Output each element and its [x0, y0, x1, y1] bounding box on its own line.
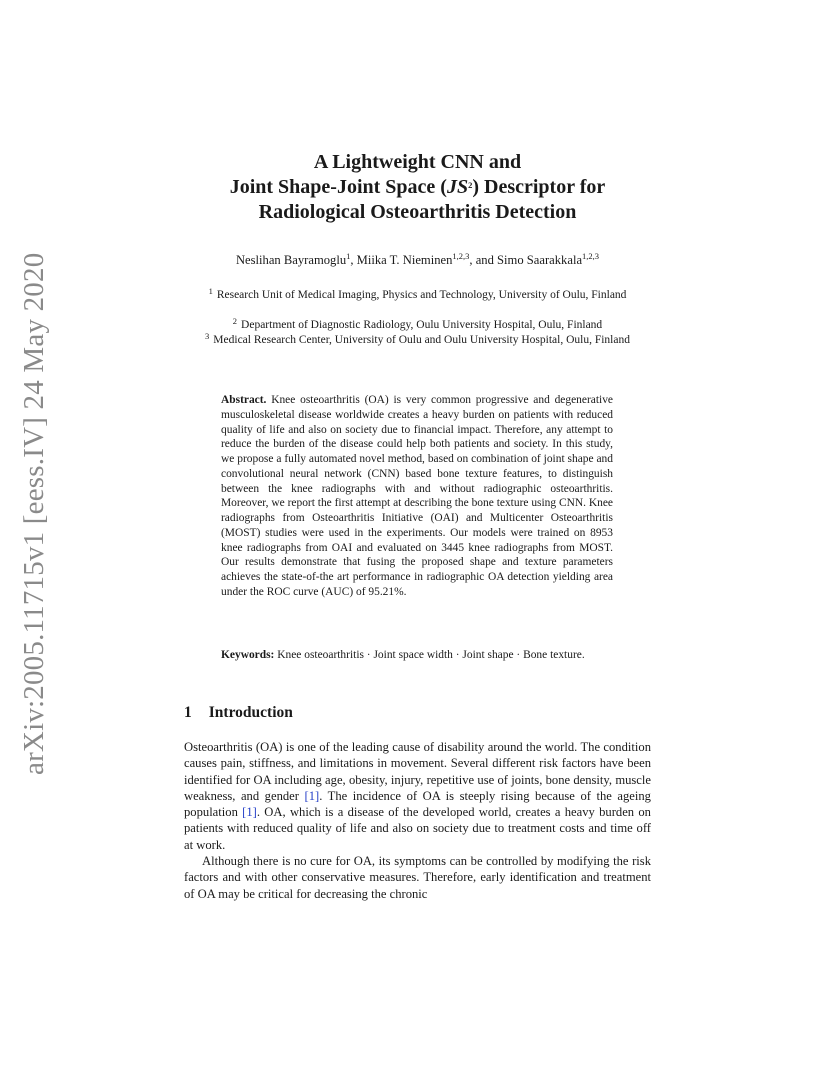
- keywords-text: Knee osteoarthritis · Joint space width · Joint shape · Bone texture.: [277, 649, 585, 661]
- title-line-3: Radiological Osteoarthritis Detection: [258, 201, 577, 223]
- affiliation-3-text: Medical Research Center, University of Oulu and Oulu University Hospital, Oulu, Finland: [213, 334, 630, 346]
- section-number: 1: [184, 704, 192, 721]
- affiliation-1-text: Research Unit of Medical Imaging, Physics and Technology, University of Oulu, Finland: [216, 289, 627, 301]
- author-name: Simo Saarakkala: [497, 253, 583, 267]
- affiliation-2-text: Department of Diagnostic Radiology, Oulu University Hospital, Oulu, Finland: [241, 319, 603, 331]
- paragraph: [184, 739, 651, 853]
- author-affiliation-marker: 1: [346, 251, 351, 261]
- paragraph: [184, 853, 651, 902]
- affiliation-3-number: 3: [205, 331, 210, 341]
- citation-link[interactable]: [1]: [304, 788, 320, 803]
- paragraph-text: . The incidence of OA is steeply rising because of the ageing population: [184, 788, 651, 820]
- citation-link[interactable]: [1]: [242, 805, 257, 820]
- paragraph-text: . OA, which is a disease of the developed world, creates a heavy burden on patients with reduced quality of life and also on society due to treatment costs and time off at work.: [184, 805, 651, 852]
- paragraph-text: Although there is no cure for OA, its symptoms can be controlled by modifying the risk factors and with other conservative measures. Therefore, early identification and treatment of OA may be critical for decreasing the chronic: [184, 854, 651, 901]
- affiliation-3: [160, 329, 675, 348]
- title-line-2-start: Joint Shape-Joint Space (: [229, 176, 447, 198]
- title-math-superscript: 2: [468, 180, 473, 190]
- title-line-2: [160, 175, 675, 200]
- introduction-body: [184, 739, 651, 902]
- affiliation-1-number: 1: [208, 286, 213, 296]
- section-heading-introduction: [184, 704, 293, 722]
- title-math-js: JS: [446, 176, 469, 198]
- author-affiliation-marker: 1,2,3: [582, 251, 600, 261]
- keywords: [221, 648, 613, 663]
- paragraph-text: Osteoarthritis (OA) is one of the leading cause of disability around the world. The condition causes pain, stiffness, and limitations in movement. Several different risk factors have been identified for OA including age, obesity, injury, repetitive use of joints, bone density, muscle weakness, and gender: [184, 740, 651, 803]
- title-line-2-end: ) Descriptor for: [472, 176, 606, 198]
- author-separator: , and: [469, 253, 498, 267]
- author-name: Miika T. Nieminen: [356, 253, 453, 267]
- author-name: Neslihan Bayramoglu: [235, 253, 347, 267]
- section-title: Introduction: [208, 704, 293, 721]
- affiliation-2-number: 2: [232, 316, 238, 326]
- arxiv-identifier: arXiv:2005.11715v1 [eess.IV] 24 May 2020: [18, 252, 50, 775]
- author-separator: ,: [350, 253, 357, 267]
- author-affiliation-marker: 1,2,3: [452, 251, 470, 261]
- paper-title: [160, 150, 675, 225]
- author-list: [150, 253, 685, 268]
- abstract-text: Knee osteoarthritis (OA) is very common progressive and degenerative musculoskeletal disease worldwide creates a heavy burden on patients with reduced quality of life and also on society due to financial impact. Therefore, any attempt to reduce the burden of the disease could help both patients and society. In this study, we propose a fully automated novel method, based on combination of joint shape and convolutional neural network (CNN) based bone texture features, to distinguish between the knee radiographs with and without radiographic osteoarthritis. Moreover, we report the first attempt at describing the bone texture using CNN. Knee radiographs from Osteoarthritis Initiative (OAI) and Multicenter Osteoarthritis (MOST) studies were used in the experiments. Our models were trained on 8953 knee radiographs from OAI and evaluated on 3445 knee radiographs from MOST. Our results demonstrate that fusing the proposed shape and texture parameters achieves the state-of-the art performance in radiographic OA detection yielding area under the ROC curve (AUC) of 95.21%.: [221, 394, 614, 598]
- keywords-label: Keywords:: [221, 649, 275, 661]
- abstract: [221, 393, 613, 600]
- abstract-label: Abstract.: [221, 394, 267, 406]
- affiliation-1: [160, 284, 675, 303]
- title-line-1: A Lightweight CNN and: [313, 151, 522, 173]
